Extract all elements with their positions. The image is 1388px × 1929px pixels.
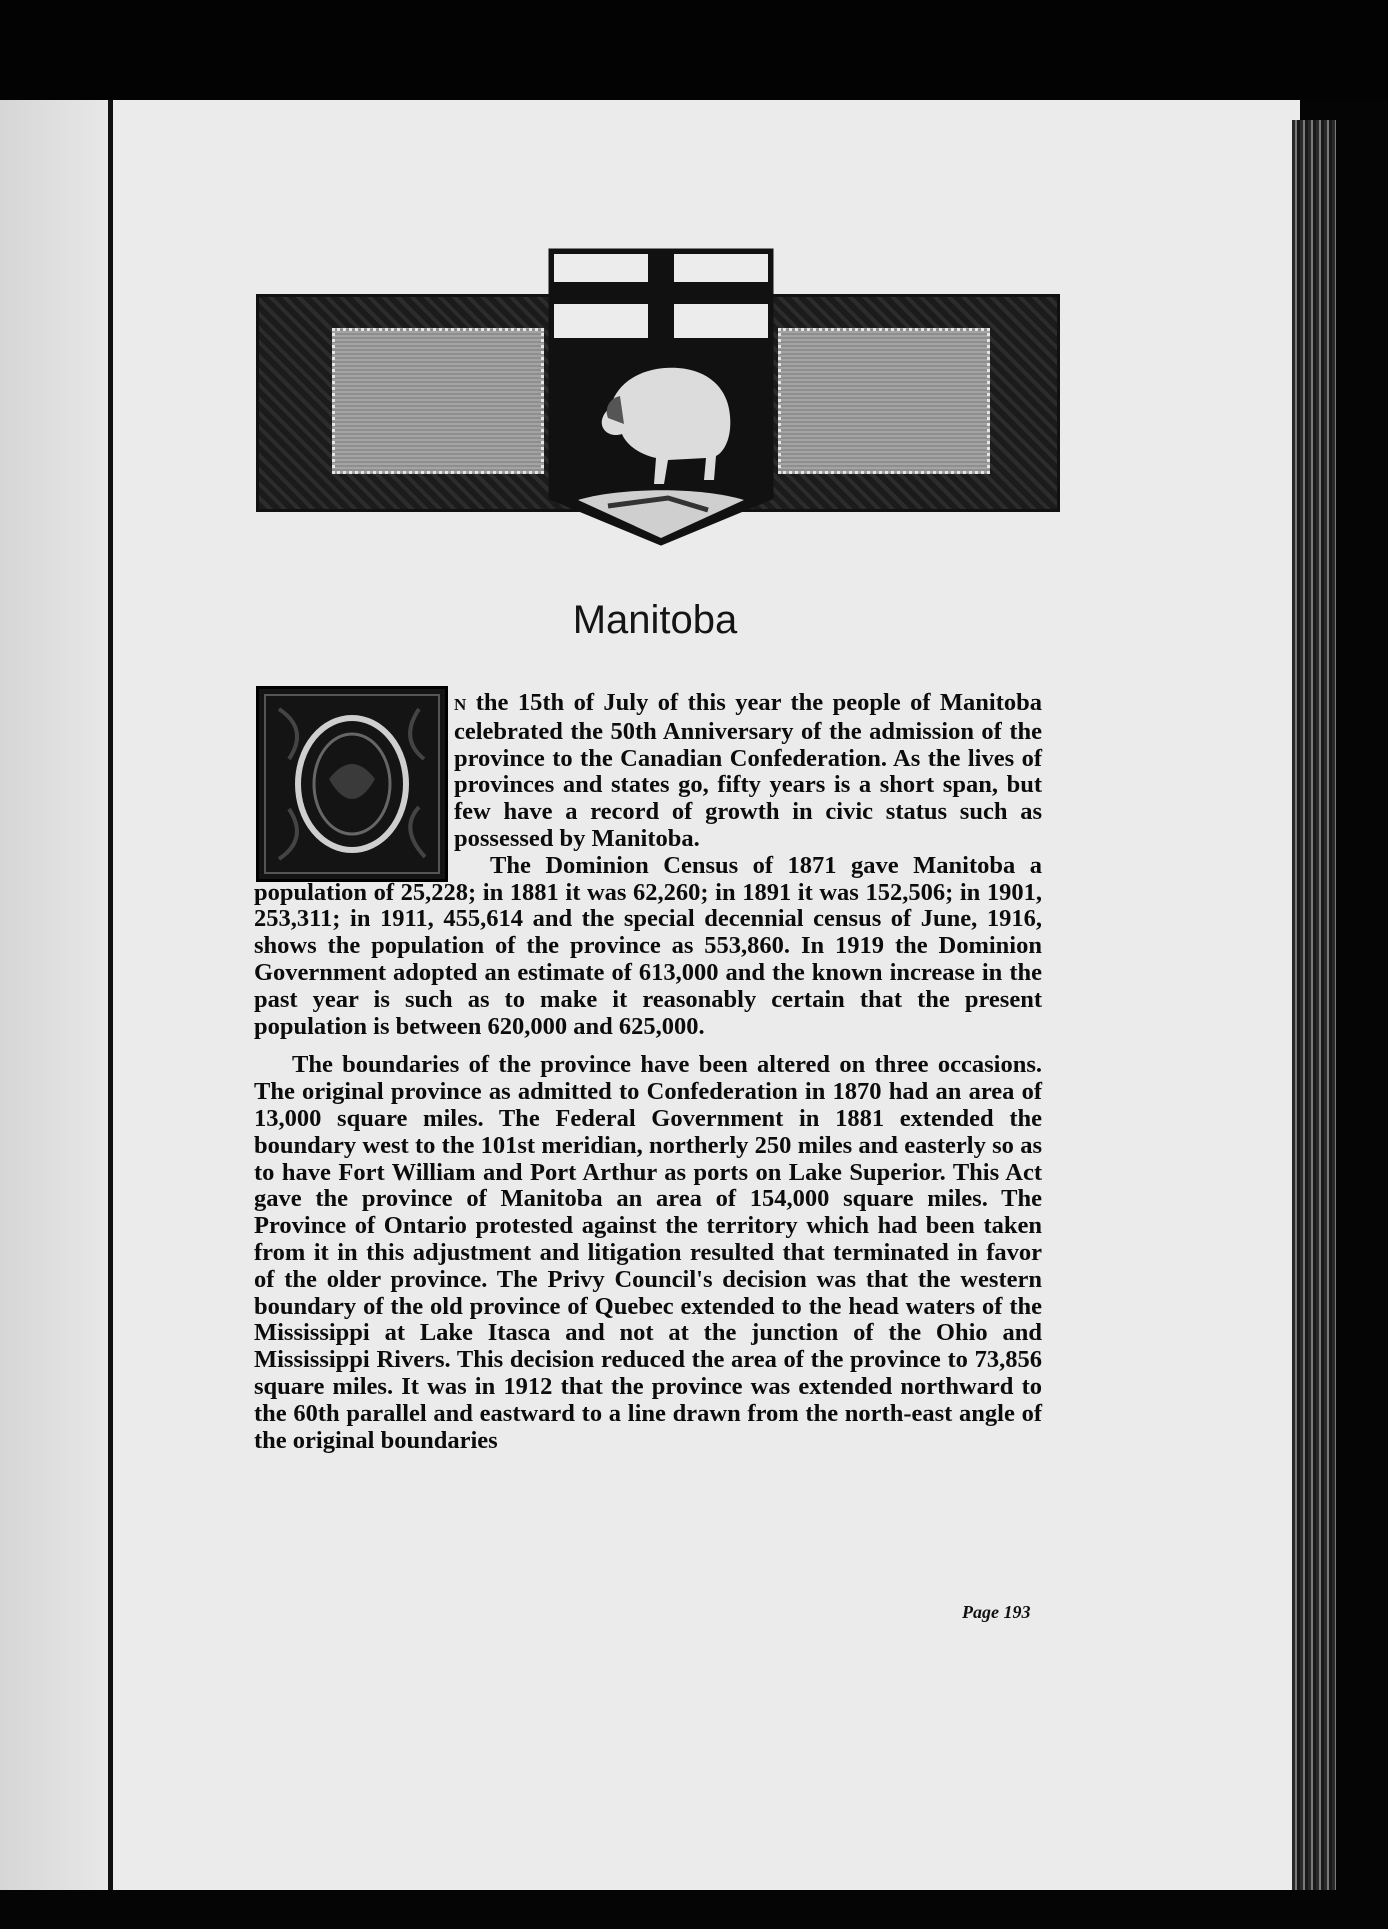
page-title: Manitoba: [572, 598, 738, 642]
banner-panel-left: [332, 328, 544, 474]
page-number: Page 193: [962, 1602, 1031, 1622]
coat-of-arms-banner: [256, 248, 1054, 548]
intro-text: the 15th of July of this year the people of Manitoba celebrated the 50th Anniversary of the admission of the province to the Canadian Confederation. As the lives of provinces and states go, fifty years is a short span, but few have a record of growth in civic status such as possessed by Manitoba.: [454, 689, 1043, 852]
banner-panel-right: [778, 328, 990, 474]
facing-page-strip: [0, 100, 112, 1890]
article-body: [254, 690, 1042, 1454]
boundaries-paragraph: The boundaries of the province have been altered on three occasions. The original province as admitted to Confederation in 1870 had an area of 13,000 square miles. The Federal Government in 1881 extended the boundary west to the 101st meridian, northerly 250 miles and easterly so as to have Fort William and Port Arthur as ports on Lake Superior. This Act gave the province of Manitoba an area of 154,000 square miles. The Province of Ontario protested against the territory which had been taken from it in this adjustment and litigation resulted that terminated in favor of the older province. The Privy Council's decision was that the western boundary of the old province of Quebec extended to the head waters of the Mississippi at Lake Itasca and not at the junction of the Ohio and Mississippi Rivers. This decision reduced the area of the province to 73,856 square miles. It was in 1912 that the province was extended northward to the 60th parallel and eastward to a line drawn from the north-east angle of the original boundaries: [254, 1051, 1042, 1454]
manitoba-shield-icon: [548, 248, 774, 546]
scan-top-shadow: [0, 0, 1388, 100]
intro-paragraph: [254, 690, 1042, 853]
small-caps-n: N: [454, 695, 467, 714]
census-paragraph: The Dominion Census of 1871 gave Manitoba a population of 25,228; in 1881 it was 62,260; in 1891 it was 152,506; in 1901, 253,311; in 1911, 455,614 and the special decennial census of June, 1916, shows the population of the province as 553,860. In 1919 the Dominion Government adopted an estimate of 613,000 and the known increase in the past year is such as to make it reasonably certain that the present population is between 620,000 and 625,000.: [254, 851, 1042, 1040]
scan-bottom-shadow: [0, 1890, 1388, 1929]
page-edges: [1292, 120, 1336, 1900]
book-gutter: [108, 100, 113, 1890]
